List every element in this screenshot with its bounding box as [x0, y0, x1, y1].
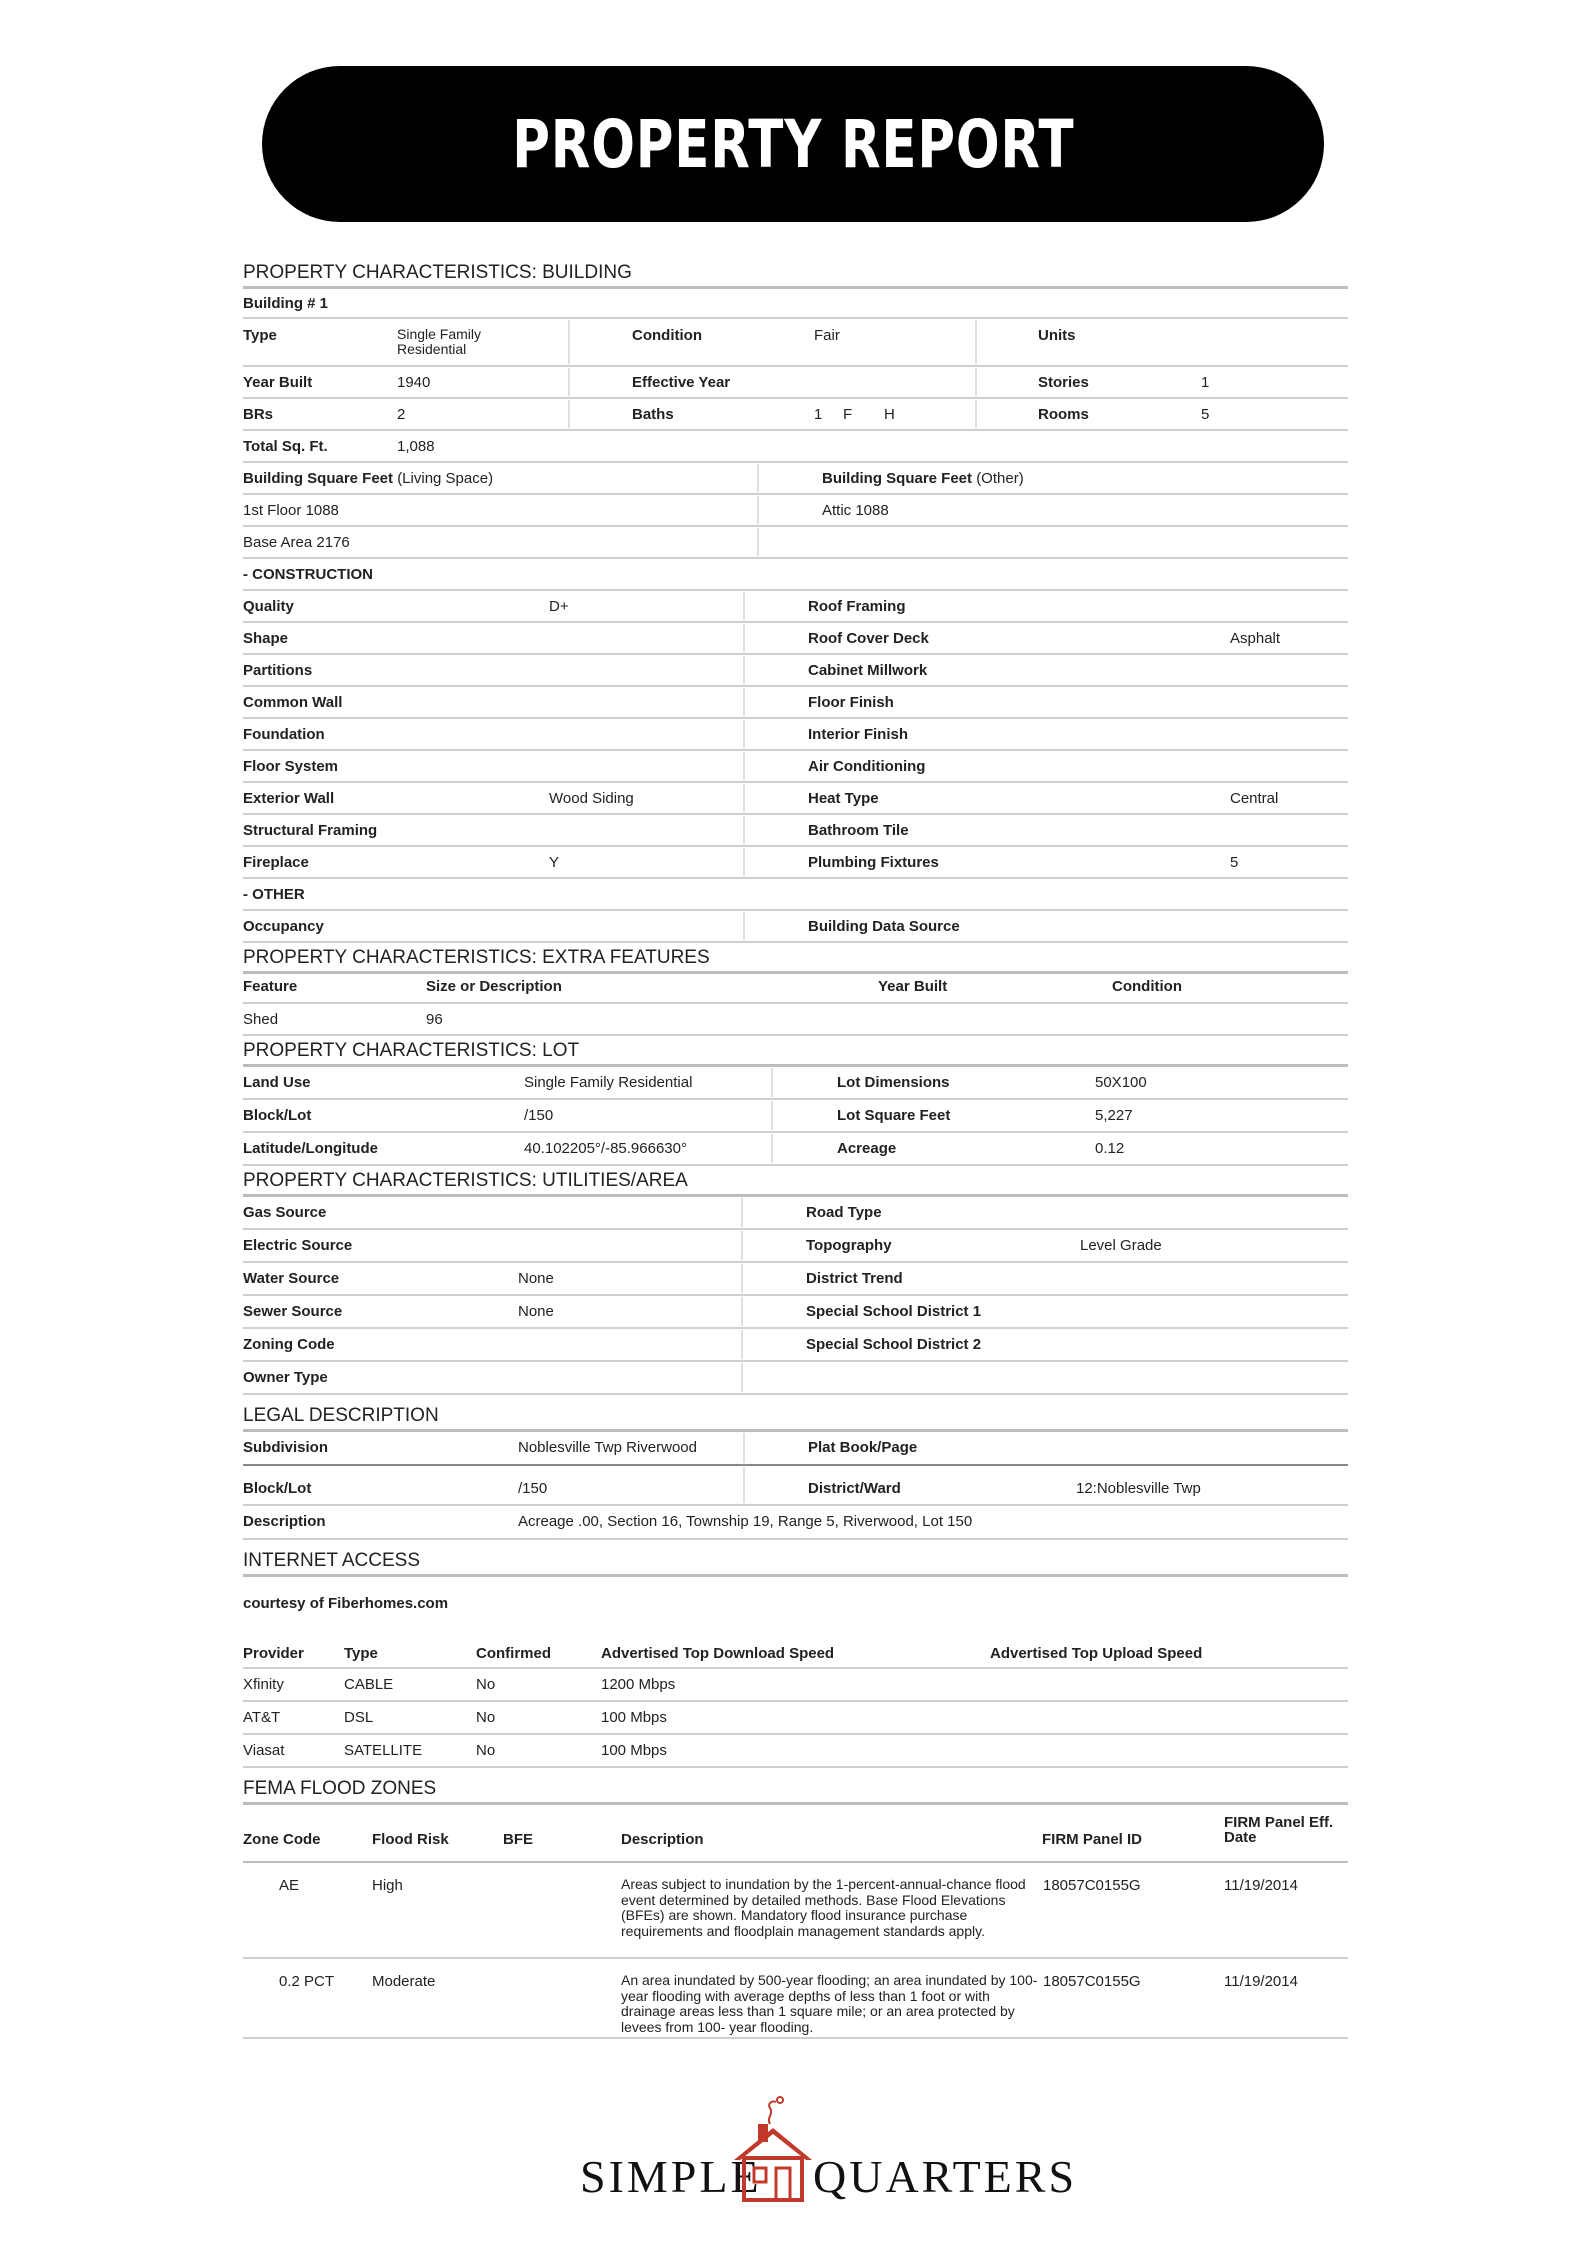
baths-label: Baths — [632, 406, 674, 423]
column-divider — [743, 784, 745, 812]
left-label: Gas Source — [243, 1204, 327, 1221]
column-divider — [743, 848, 745, 876]
right-value: 5 — [1230, 854, 1239, 871]
left-label: Foundation — [243, 726, 325, 743]
base-area-value: Base Area 2176 — [243, 534, 350, 551]
flood-risk-header: Flood Risk — [372, 1831, 449, 1848]
right-label: Topography — [806, 1237, 892, 1254]
internet-header-row — [243, 1621, 1348, 1669]
header-banner — [262, 66, 1324, 222]
construction-row — [243, 815, 1348, 847]
total-sqft-label: Total Sq. Ft. — [243, 438, 328, 455]
right-label: Special School District 1 — [806, 1303, 982, 1320]
right-label: Plumbing Fixtures — [808, 854, 939, 871]
section-title-flood: FEMA FLOOD ZONES — [243, 1778, 1348, 1805]
internet-rows — [243, 1669, 1348, 1768]
flood-risk-value: High — [372, 1877, 403, 1894]
right-label: Roof Cover Deck — [808, 630, 929, 647]
firm-panel-id-value: 18057C0155G — [1043, 1973, 1141, 1990]
confirmed-header: Confirmed — [476, 1645, 551, 1662]
column-divider — [743, 752, 745, 780]
left-label: Fireplace — [243, 854, 309, 871]
flood-description: Areas subject to inundation by the 1-percent-annual-chance flood event determined by detailed methods. Base Flood Elevations (BFEs) are shown. Mandatory flood insurance purchase requirements and floodplain management standards apply. — [621, 1876, 1026, 1939]
download-speed-value: 1200 Mbps — [601, 1676, 676, 1693]
zone-code-value: 0.2 PCT — [279, 1973, 335, 1990]
construction-rows — [243, 591, 1348, 879]
column-divider — [741, 1231, 743, 1260]
flood-row — [243, 1863, 1348, 1959]
right-value: 0.12 — [1095, 1140, 1125, 1157]
base-area-row — [243, 527, 1348, 559]
subdivision-label: Subdivision — [243, 1439, 329, 1456]
flood-description: An area inundated by 500-year flooding; an area inundated by 100-year flooding with average depths of less than 1 foot or with drainage areas less than 1 square mile; or an area protected by levees from 100- year flooding. — [621, 1972, 1038, 2035]
total-sqft-row — [243, 431, 1348, 463]
column-divider — [771, 1068, 773, 1097]
brs-value: 2 — [397, 406, 406, 423]
left-label: Shape — [243, 630, 289, 647]
provider-value: AT&T — [243, 1709, 281, 1726]
type-value: DSL — [344, 1709, 374, 1726]
stories-value: 1 — [1201, 374, 1210, 391]
utilities-row — [243, 1197, 1348, 1230]
other-title: - OTHER — [243, 886, 305, 903]
type-value: CABLE — [344, 1676, 394, 1693]
column-divider — [741, 1330, 743, 1359]
column-divider — [743, 688, 745, 716]
right-value: 50X100 — [1095, 1074, 1147, 1091]
bsf-other-label: Building Square Feet (Other) — [822, 470, 1024, 487]
column-divider — [741, 1363, 743, 1392]
other-title-row — [243, 879, 1348, 911]
left-value: D+ — [549, 598, 569, 615]
property-report — [243, 262, 1348, 2039]
section-title-lot: PROPERTY CHARACTERISTICS: LOT — [243, 1040, 1348, 1067]
right-label: District Trend — [806, 1270, 903, 1287]
left-label: Latitude/Longitude — [243, 1140, 378, 1157]
zone-code-header: Zone Code — [243, 1831, 321, 1848]
construction-row — [243, 687, 1348, 719]
lot-row — [243, 1133, 1348, 1166]
brs-row — [243, 399, 1348, 431]
section-title-internet: INTERNET ACCESS — [243, 1550, 1348, 1577]
column-divider — [743, 592, 745, 620]
page-title: PROPERTY REPORT — [511, 105, 1075, 183]
type-value: Single Family Residential — [397, 326, 482, 357]
lot-rows — [243, 1067, 1348, 1166]
firm-panel-eff-date-header: FIRM Panel Eff. Date — [1224, 1814, 1334, 1846]
column-divider — [743, 656, 745, 684]
legal-description-label: Description — [243, 1513, 326, 1530]
feature-value: Shed — [243, 1011, 279, 1028]
left-label: Quality — [243, 598, 294, 615]
provider-value: Xfinity — [243, 1676, 284, 1693]
construction-row — [243, 719, 1348, 751]
left-label: Exterior Wall — [243, 790, 335, 807]
flood-risk-value: Moderate — [372, 1973, 436, 1990]
left-value: Y — [549, 854, 560, 871]
column-divider — [741, 1198, 743, 1227]
internet-row — [243, 1669, 1348, 1702]
column-divider — [741, 1297, 743, 1326]
construction-row — [243, 623, 1348, 655]
column-divider — [771, 1134, 773, 1163]
left-label: Land Use — [243, 1074, 311, 1091]
bsf-header-row — [243, 463, 1348, 495]
column-divider — [743, 720, 745, 748]
provider-value: Viasat — [243, 1742, 285, 1759]
left-value: None — [518, 1303, 554, 1320]
left-label: Block/Lot — [243, 1107, 312, 1124]
upload-speed-header: Advertised Top Upload Speed — [990, 1645, 1203, 1662]
left-label: Common Wall — [243, 694, 343, 711]
building-number: Building # 1 — [243, 295, 329, 312]
confirmed-value: No — [476, 1676, 496, 1693]
condition-label: Condition — [632, 327, 702, 344]
utilities-row — [243, 1362, 1348, 1395]
right-label: Heat Type — [808, 790, 879, 807]
utilities-row — [243, 1230, 1348, 1263]
logo-text-quarters: QUARTERS — [813, 2151, 1078, 2202]
attic-value: Attic 1088 — [822, 502, 889, 519]
section-title-legal: LEGAL DESCRIPTION — [243, 1405, 1348, 1432]
confirmed-value: No — [476, 1742, 496, 1759]
construction-row — [243, 655, 1348, 687]
right-label: Road Type — [806, 1204, 882, 1221]
year-built-header: Year Built — [878, 978, 948, 995]
internet-row — [243, 1735, 1348, 1768]
construction-title-row — [243, 559, 1348, 591]
construction-title: - CONSTRUCTION — [243, 566, 373, 583]
lot-row — [243, 1067, 1348, 1100]
left-value: Wood Siding — [549, 790, 634, 807]
right-label: Floor Finish — [808, 694, 894, 711]
utilities-row — [243, 1263, 1348, 1296]
left-value: 40.102205°/-85.966630° — [524, 1140, 687, 1157]
size-header: Size or Description — [426, 978, 562, 995]
effective-year-label: Effective Year — [632, 374, 731, 391]
column-divider — [741, 1264, 743, 1293]
left-value: None — [518, 1270, 554, 1287]
baths-full-label: F — [843, 406, 853, 423]
internet-row — [243, 1702, 1348, 1735]
column-divider — [771, 1101, 773, 1130]
column-divider — [743, 624, 745, 652]
building-data-source-label: Building Data Source — [808, 918, 960, 935]
right-label: Bathroom Tile — [808, 822, 909, 839]
left-label: Water Source — [243, 1270, 340, 1287]
feature-header: Feature — [243, 978, 298, 995]
type-header: Type — [344, 1645, 378, 1662]
year-built-label: Year Built — [243, 374, 313, 391]
bsf-living-label: Building Square Feet (Living Space) — [243, 470, 494, 487]
legal-description-value: Acreage .00, Section 16, Township 19, Range 5, Riverwood, Lot 150 — [518, 1513, 973, 1530]
bfe-header: BFE — [503, 1831, 533, 1848]
left-label: Sewer Source — [243, 1303, 343, 1320]
flood-row — [243, 1959, 1348, 2039]
extra-feature-row — [243, 1004, 1348, 1036]
subdivision-value: Noblesville Twp Riverwood — [518, 1439, 697, 1456]
right-label: Cabinet Millwork — [808, 662, 928, 679]
logo-text-simple: SIMPLE — [580, 2151, 762, 2202]
section-title-utilities: PROPERTY CHARACTERISTICS: UTILITIES/AREA — [243, 1170, 1348, 1197]
right-label: Special School District 2 — [806, 1336, 982, 1353]
year-built-value: 1940 — [397, 374, 431, 391]
right-label: Acreage — [837, 1140, 897, 1157]
type-label: Type — [243, 327, 277, 344]
left-label: Partitions — [243, 662, 313, 679]
house-icon — [730, 2094, 816, 2204]
legal-block-lot-label: Block/Lot — [243, 1480, 312, 1497]
rooms-label: Rooms — [1038, 406, 1089, 423]
left-value: /150 — [524, 1107, 554, 1124]
right-label: Lot Dimensions — [837, 1074, 950, 1091]
condition-header: Condition — [1112, 978, 1182, 995]
section-title-extra-features: PROPERTY CHARACTERISTICS: EXTRA FEATURES — [243, 947, 1348, 974]
stories-label: Stories — [1038, 374, 1089, 391]
right-value: Asphalt — [1230, 630, 1281, 647]
construction-row — [243, 783, 1348, 815]
flood-rows — [243, 1863, 1348, 2039]
first-floor-row — [243, 495, 1348, 527]
total-sqft-value: 1,088 — [397, 438, 435, 455]
construction-row — [243, 591, 1348, 623]
firm-panel-date-value: 11/19/2014 — [1224, 1877, 1298, 1894]
left-label: Floor System — [243, 758, 339, 775]
baths-value: 1 — [814, 406, 823, 423]
left-label: Electric Source — [243, 1237, 353, 1254]
section-title-building: PROPERTY CHARACTERISTICS: BUILDING — [243, 262, 1348, 289]
firm-panel-date-value: 11/19/2014 — [1224, 1973, 1298, 1990]
left-label: Owner Type — [243, 1369, 328, 1386]
right-label: Interior Finish — [808, 726, 909, 743]
extra-features-header — [243, 974, 1348, 1004]
first-floor-value: 1st Floor 1088 — [243, 502, 339, 519]
building-type-row — [243, 319, 1348, 367]
building-number-row — [243, 289, 1348, 319]
utilities-row — [243, 1329, 1348, 1362]
right-value: Central — [1230, 790, 1279, 807]
simple-quarters-logo — [580, 2094, 1078, 2204]
lot-row — [243, 1100, 1348, 1133]
description-header: Description — [621, 1831, 704, 1848]
rooms-value: 5 — [1201, 406, 1210, 423]
left-label: Zoning Code — [243, 1336, 335, 1353]
right-label: Lot Square Feet — [837, 1107, 951, 1124]
right-label: Air Conditioning — [808, 758, 926, 775]
plat-book-label: Plat Book/Page — [808, 1439, 918, 1456]
internet-courtesy: courtesy of Fiberhomes.com — [243, 1595, 449, 1612]
right-value: Level Grade — [1080, 1237, 1162, 1254]
condition-value: Fair — [814, 327, 840, 344]
district-ward-value: 12:Noblesville Twp — [1076, 1480, 1201, 1497]
baths-half-label: H — [884, 406, 895, 423]
confirmed-value: No — [476, 1709, 496, 1726]
legal-block-lot-row — [243, 1466, 1348, 1506]
year-built-row — [243, 367, 1348, 399]
utilities-row — [243, 1296, 1348, 1329]
right-value: 5,227 — [1095, 1107, 1133, 1124]
download-speed-value: 100 Mbps — [601, 1742, 667, 1759]
district-ward-label: District/Ward — [808, 1480, 901, 1497]
flood-header-row — [243, 1805, 1348, 1863]
utilities-rows — [243, 1197, 1348, 1395]
occupancy-label: Occupancy — [243, 918, 324, 935]
firm-panel-id-value: 18057C0155G — [1043, 1877, 1141, 1894]
units-label: Units — [1038, 327, 1076, 344]
download-speed-header: Advertised Top Download Speed — [601, 1645, 835, 1662]
occupancy-row — [243, 911, 1348, 943]
provider-header: Provider — [243, 1645, 304, 1662]
column-divider — [743, 816, 745, 844]
right-label: Roof Framing — [808, 598, 906, 615]
left-label: Structural Framing — [243, 822, 378, 839]
subdivision-row — [243, 1432, 1348, 1466]
brs-label: BRs — [243, 406, 274, 423]
firm-panel-id-header: FIRM Panel ID — [1042, 1831, 1143, 1848]
internet-courtesy-row — [243, 1577, 1348, 1621]
zone-code-value: AE — [279, 1877, 300, 1894]
construction-row — [243, 847, 1348, 879]
type-value: SATELLITE — [344, 1742, 423, 1759]
legal-block-lot-value: /150 — [518, 1480, 548, 1497]
download-speed-value: 100 Mbps — [601, 1709, 667, 1726]
construction-row — [243, 751, 1348, 783]
legal-description-row — [243, 1506, 1348, 1540]
size-value: 96 — [426, 1011, 443, 1028]
left-value: Single Family Residential — [524, 1074, 693, 1091]
